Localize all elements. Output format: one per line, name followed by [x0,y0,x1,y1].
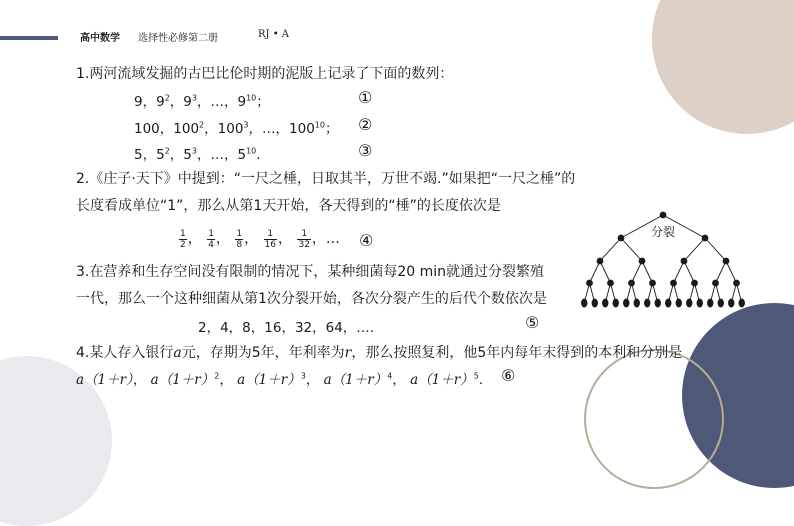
tree-edge [642,261,653,283]
tree-node [691,280,698,287]
decor-ring [584,349,724,489]
tree-edge [705,238,726,261]
marker-5: ⑤ [525,313,540,332]
tree-edge [674,261,685,283]
decor-circle-top-right [652,0,794,134]
tree-edge [600,238,621,261]
tree-node [581,299,587,308]
tree-node [733,280,740,287]
tree-node [639,258,646,265]
tree-node [634,299,640,308]
tree-node [623,299,629,308]
question-2-line-2: 长度看成单位“1”，那么从第1天开始，各天得到的“棰”的长度依次是 [76,198,501,214]
question-3-line-2: 一代，那么一个这种细菌从第1次分裂开始，各次分裂产生的后代个数依次是 [76,291,547,307]
tree-edge [716,261,727,283]
tree-edge [684,261,695,283]
tree-node [681,258,688,265]
header-edition: RJ • A [258,29,290,40]
tree-node [618,235,625,242]
tree-node [676,299,682,308]
tree-node [592,299,598,308]
tree-node [697,299,703,308]
tree-edge [684,238,705,261]
tree-node [670,280,677,287]
tree-node [655,299,661,308]
header-book: 选择性必修第二册 [138,33,218,44]
marker-4: ④ [359,231,374,250]
question-3-line-1: 3.在营养和生存空间没有限制的情况下，某种细菌每20 min就通过分裂繁殖 [76,264,545,280]
question-4: 4.某人存入银行a元，存期为5年，年利率为r，那么按照复利，他5年内每年末得到的本利和分别是 [76,345,683,361]
tree-edge [632,261,643,283]
tree-node [686,299,692,308]
tree-edge [621,238,642,261]
sequence-5: 2，4，8，16，32，64，…. [198,320,375,336]
fraction: $\frac{1}{2}$ [180,228,186,250]
header-accent-bar [0,36,58,40]
sequence-1: 9，$9^2$，$9^3$，…，$9^{10}$； [134,93,270,110]
fraction: $\frac{1}{32}$ [298,228,310,250]
tree-node [707,299,713,308]
tree-node [607,280,614,287]
tree-edge [726,261,737,283]
header-subject: 高中数学 [80,33,120,44]
tree-node [702,235,709,242]
fraction: $\frac{1}{4}$ [208,228,214,250]
tree-node [718,299,724,308]
tree-node [712,280,719,287]
tree-node [586,280,593,287]
marker-6: ⑥ [501,366,516,385]
tree-node [613,299,619,308]
fraction: $\frac{1}{8}$ [236,228,243,250]
sequence-3: 5，$5^2$，$5^3$，…，$5^{10}$. [134,146,261,163]
cell-division-tree-diagram [573,205,753,313]
sequence-2: 100，$100^2$，$100^3$，…，$100^{10}$； [134,120,339,137]
tree-node [660,212,667,219]
tree-node [597,258,604,265]
tree-node [644,299,650,308]
tree-edge [590,261,601,283]
tree-node [665,299,671,308]
tree-node [628,280,635,287]
question-1: 1.两河流域发掘的古巴比伦时期的泥版上记录了下面的数列： [76,66,454,82]
tree-node [602,299,608,308]
fraction-sequence: $\frac{1}{2}$ ， $\frac{1}{4}$ ， $\frac{1}{8}$ ， $\frac{1}{16}$ ， $\frac{1}{32}$ ，… [180,228,340,250]
tree-node [739,299,745,308]
tree-node [728,299,734,308]
tree-edge [600,261,611,283]
marker-1: ① [358,88,373,107]
sequence-6: a（1＋r）， $a(1+r)^2$， $a(1+r)^3$， $a(1+r)^4$， $a(1+r)^5$. [76,371,484,388]
fraction: $\frac{1}{16}$ [264,228,277,250]
question-2-line-1: 2.《庄子·天下》中提到：“一尺之棰，日取其半，万世不竭.”如果把“一尺之棰”的 [76,171,576,187]
tree-node [723,258,730,265]
marker-2: ② [358,115,373,134]
tree-node [649,280,656,287]
diagram-label: 分裂 [650,225,676,239]
marker-3: ③ [358,141,373,160]
